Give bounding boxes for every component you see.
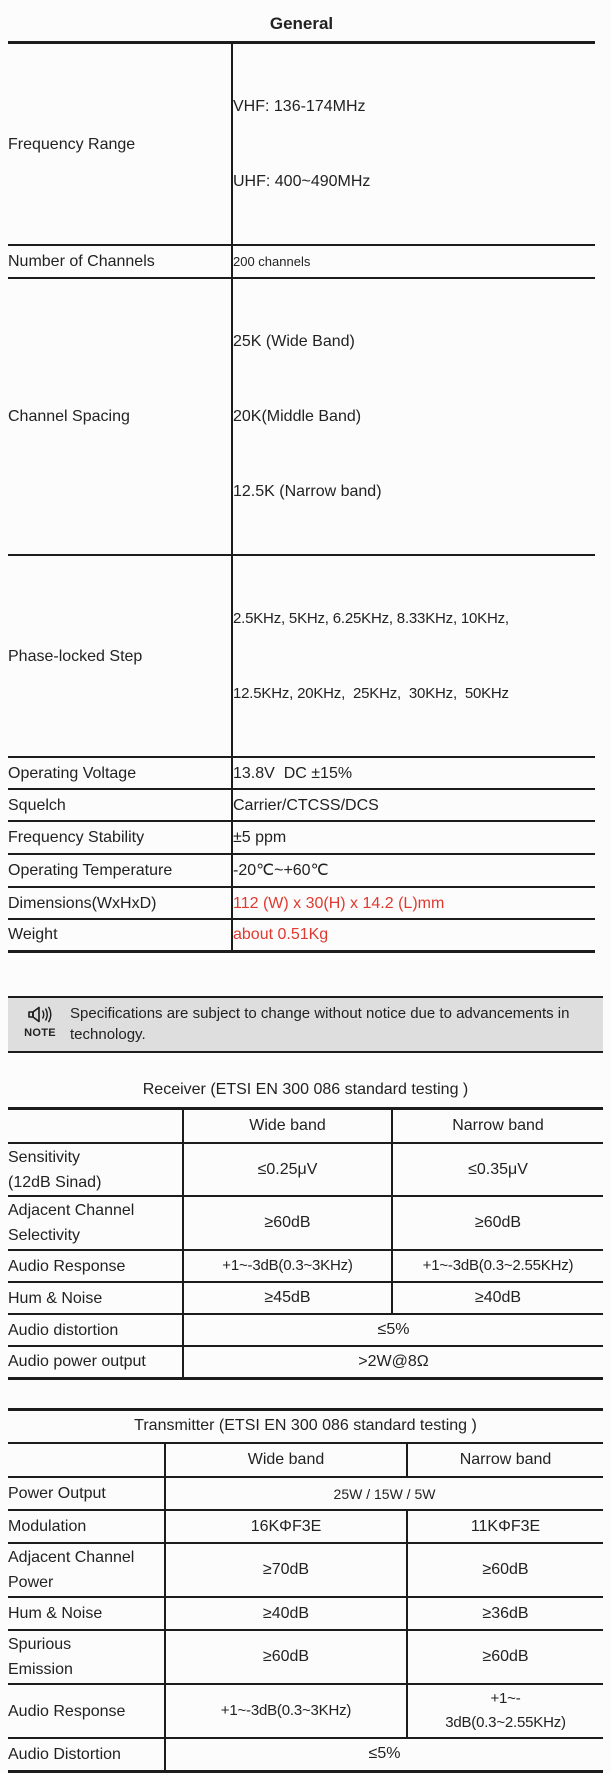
row-audio-distortion-rx <box>8 1314 603 1346</box>
spec-value-narrow: ≥36dB <box>407 1597 603 1630</box>
spec-label: Audio Distortion <box>8 1738 165 1771</box>
receiver-table-title: Receiver (ETSI EN 300 086 standard testing ) <box>142 1080 469 1098</box>
spec-sheet-page <box>0 14 611 1763</box>
row-modulation <box>8 1510 603 1543</box>
spec-value-span: 25W / 15W / 5W <box>165 1477 603 1510</box>
row-squelch <box>8 789 595 821</box>
row-adjacent-channel-selectivity <box>8 1196 603 1250</box>
row-frequency-range <box>8 43 595 246</box>
row-spurious-emission <box>8 1630 603 1684</box>
spec-value: 2.5KHz, 5KHz, 6.25KHz, 8.33KHz, 10KHz, 12.5KHz, 20KHz, 25KHz, 30KHz, 50KHz <box>232 555 595 757</box>
row-audio-response-rx <box>8 1250 603 1282</box>
spec-value-narrow: ≥60dB <box>392 1196 603 1250</box>
spec-value-wide: 16KΦF3E <box>165 1510 407 1543</box>
spec-value: Carrier/CTCSS/DCS <box>232 789 595 821</box>
spec-label: Power Output <box>8 1477 165 1510</box>
spec-value-wide: +1~-3dB(0.3~3KHz) <box>183 1250 392 1282</box>
spec-label: Number of Channels <box>8 245 232 278</box>
empty-header-cell <box>8 1443 165 1477</box>
row-dimensions <box>8 887 595 919</box>
column-header-wide-band: Wide band <box>165 1443 407 1477</box>
row-channel-spacing <box>8 278 595 555</box>
spec-label: Frequency Range <box>8 43 232 246</box>
spec-value-narrow: ≥60dB <box>407 1543 603 1597</box>
spec-value-wide: ≥60dB <box>183 1196 392 1250</box>
receiver-header-row <box>8 1108 603 1143</box>
note-box <box>8 996 603 1053</box>
spec-label: Audio distortion <box>8 1314 183 1346</box>
spec-value: -20℃~+60℃ <box>232 854 595 887</box>
general-table <box>8 41 595 953</box>
spec-value-narrow: 11KΦF3E <box>407 1510 603 1543</box>
row-weight <box>8 919 595 951</box>
transmitter-table <box>8 1408 603 1773</box>
spec-label: Audio power output <box>8 1346 183 1378</box>
row-hum-noise-rx <box>8 1282 603 1314</box>
spec-label: Adjacent Channel Selectivity <box>8 1196 183 1250</box>
spec-value: 200 channels <box>232 245 595 278</box>
spec-label: Frequency Stability <box>8 821 232 854</box>
spec-value-narrow: +1~- 3dB(0.3~2.55KHz) <box>407 1684 603 1738</box>
spec-value-narrow: +1~-3dB(0.3~2.55KHz) <box>392 1250 603 1282</box>
row-power-output <box>8 1477 603 1510</box>
note-text: Specifications are subject to change without notice due to advancements in technology. <box>70 1004 570 1043</box>
transmitter-header-row <box>8 1443 603 1477</box>
spec-value-narrow: ≤0.35μV <box>392 1143 603 1196</box>
spec-value-wide: ≥70dB <box>165 1543 407 1597</box>
empty-header-cell <box>8 1108 183 1143</box>
transmitter-table-title: Transmitter (ETSI EN 300 086 standard testing ) <box>8 1409 603 1443</box>
spec-value-wide: ≥45dB <box>183 1282 392 1314</box>
column-header-narrow-band: Narrow band <box>392 1108 603 1143</box>
spec-value-wide: ≤0.25μV <box>183 1143 392 1196</box>
spec-label: Squelch <box>8 789 232 821</box>
spec-value-narrow: ≥40dB <box>392 1282 603 1314</box>
spec-value-narrow: ≥60dB <box>407 1630 603 1684</box>
row-frequency-stability <box>8 821 595 854</box>
spec-label: Audio Response <box>8 1250 183 1282</box>
speaker-icon <box>27 1011 53 1028</box>
spec-label: Hum & Noise <box>8 1282 183 1314</box>
spec-value-highlight: 112 (W) x 30(H) x 14.2 (L)mm <box>232 887 595 919</box>
row-hum-noise-tx <box>8 1597 603 1630</box>
row-adjacent-channel-power <box>8 1543 603 1597</box>
general-table-title: General <box>269 14 334 33</box>
spec-value: VHF: 136-174MHz UHF: 400~490MHz <box>232 43 595 246</box>
spec-value: 25K (Wide Band) 20K(Middle Band) 12.5K (Narrow band) <box>232 278 595 555</box>
row-sensitivity <box>8 1143 603 1196</box>
spec-label: Sensitivity (12dB Sinad) <box>8 1143 183 1196</box>
row-phase-locked-step <box>8 555 595 757</box>
column-header-wide-band: Wide band <box>183 1108 392 1143</box>
spec-value-wide: ≥40dB <box>165 1597 407 1630</box>
spec-label: Modulation <box>8 1510 165 1543</box>
spec-value-span: ≤5% <box>183 1314 603 1346</box>
transmitter-title-row <box>8 1409 603 1443</box>
row-audio-power-output <box>8 1346 603 1378</box>
column-header-narrow-band: Narrow band <box>407 1443 603 1477</box>
spec-value-wide: +1~-3dB(0.3~3KHz) <box>165 1684 407 1738</box>
row-audio-distortion-tx <box>8 1738 603 1771</box>
spec-label: Weight <box>8 919 232 951</box>
receiver-table <box>8 1107 603 1380</box>
row-operating-voltage <box>8 757 595 789</box>
row-audio-response-tx <box>8 1684 603 1738</box>
spec-label: Operating Temperature <box>8 854 232 887</box>
spec-label: Operating Voltage <box>8 757 232 789</box>
spec-value-span: >2W@8Ω <box>183 1346 603 1378</box>
spec-label: Phase-locked Step <box>8 555 232 757</box>
spec-value: ±5 ppm <box>232 821 595 854</box>
note-badge <box>18 1003 62 1039</box>
spec-value-span: ≤5% <box>165 1738 603 1771</box>
row-operating-temperature <box>8 854 595 887</box>
spec-label: Spurious Emission <box>8 1630 165 1684</box>
spec-label: Hum & Noise <box>8 1597 165 1630</box>
spec-label: Adjacent Channel Power <box>8 1543 165 1597</box>
spec-value-highlight: about 0.51Kg <box>232 919 595 951</box>
spec-value-wide: ≥60dB <box>165 1630 407 1684</box>
row-number-of-channels <box>8 245 595 278</box>
spec-label: Dimensions(WxHxD) <box>8 887 232 919</box>
note-label: NOTE <box>24 1026 56 1039</box>
spec-label: Channel Spacing <box>8 278 232 555</box>
spec-label: Audio Response <box>8 1684 165 1738</box>
spec-value: 13.8V DC ±15% <box>232 757 595 789</box>
